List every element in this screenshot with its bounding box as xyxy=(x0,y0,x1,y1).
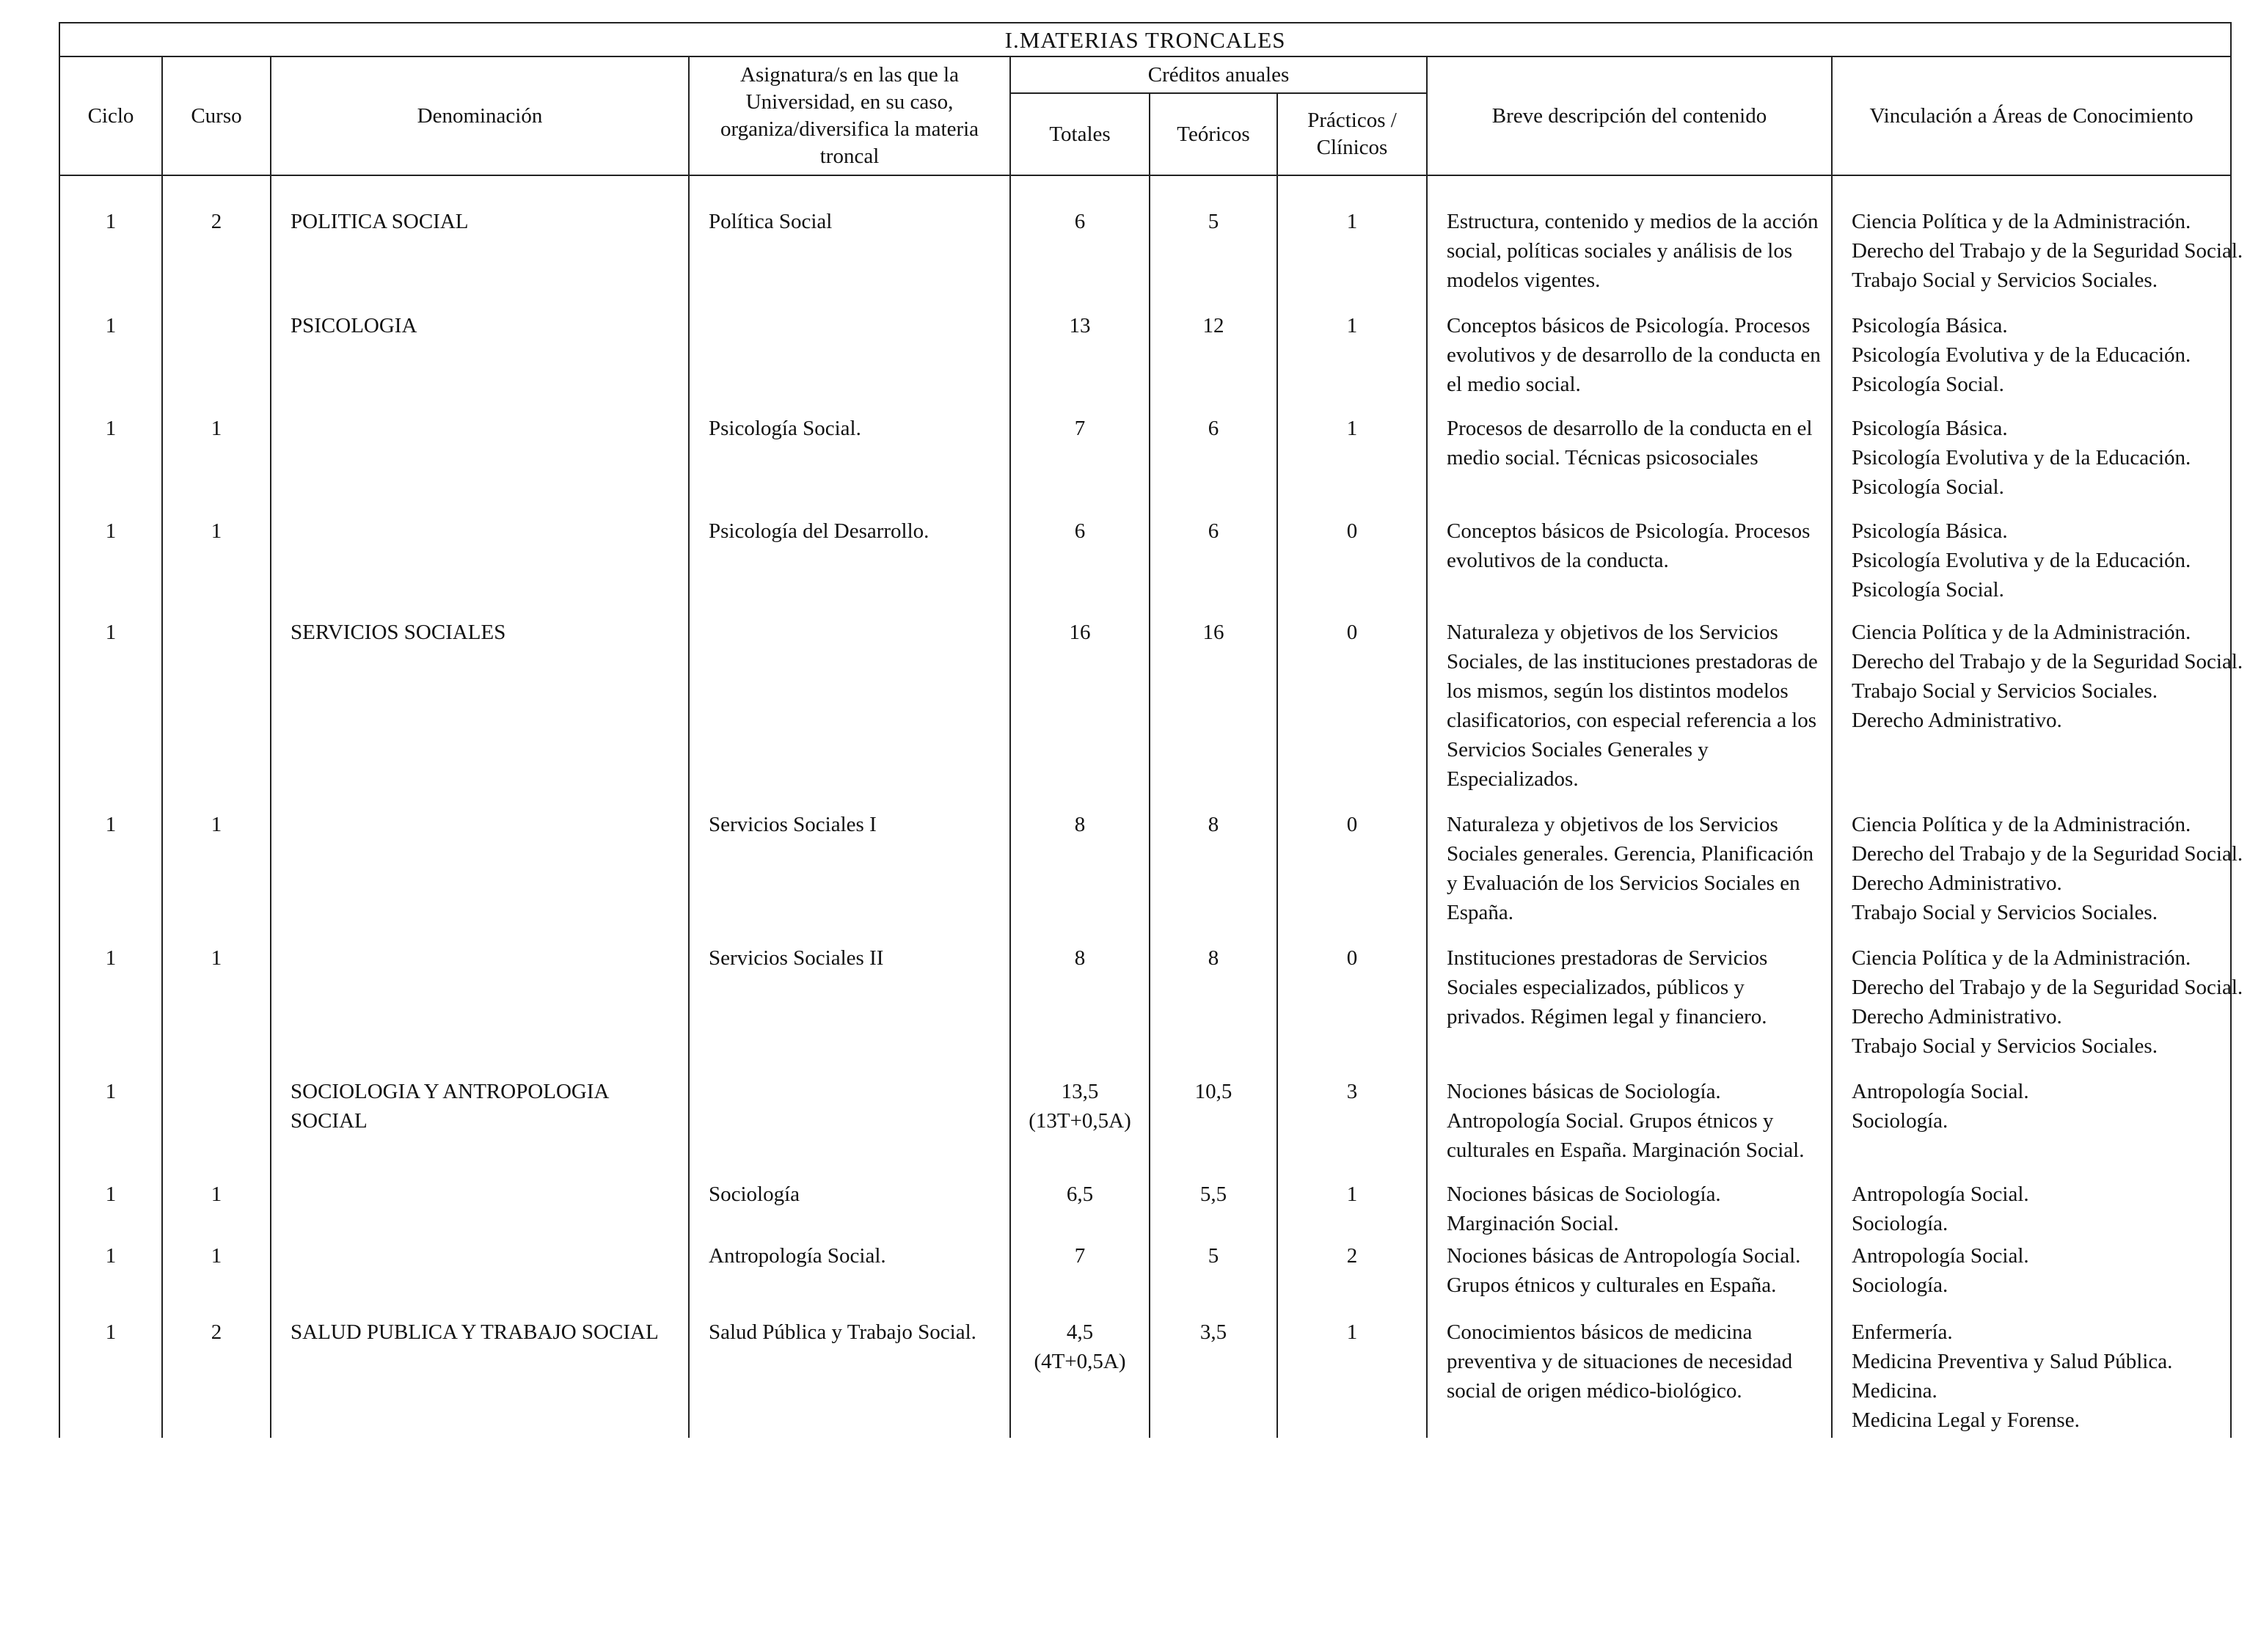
curso-cell xyxy=(162,1077,271,1180)
totales-cell xyxy=(1010,1180,1150,1241)
header-creditos-anuales: Créditos anuales xyxy=(1010,56,1427,93)
descripcion-text: Nociones básicas de Antropología Social. Grupos étnicos y culturales en España. xyxy=(1447,1244,1801,1297)
asignatura-text: Servicios Sociales II xyxy=(709,946,884,970)
denominacion-cell xyxy=(271,810,689,943)
practicos-cell xyxy=(1277,1317,1427,1438)
ciclo-cell xyxy=(59,618,162,810)
areas-cell xyxy=(1832,810,2243,943)
denominacion-cell xyxy=(271,618,689,810)
ciclo-cell xyxy=(59,810,162,943)
denominacion-cell xyxy=(271,311,689,414)
area-item: Psicología Social. xyxy=(1852,373,2004,396)
area-item: Derecho del Trabajo y de la Seguridad Social. xyxy=(1852,239,2243,263)
descripcion-cell xyxy=(1427,516,1832,618)
area-item: Psicología Evolutiva y de la Educación. xyxy=(1852,549,2191,572)
curso-cell xyxy=(162,943,271,1077)
teoricos-cell xyxy=(1150,1180,1277,1241)
areas-cell xyxy=(1832,311,2231,414)
header-ciclo: Ciclo xyxy=(59,56,162,175)
curso-cell xyxy=(162,1317,271,1438)
area-item: Derecho Administrativo. xyxy=(1852,1005,2062,1028)
table-title: I.MATERIAS TRONCALES xyxy=(59,23,2231,56)
area-item: Psicología Básica. xyxy=(1852,314,2008,337)
totales-value: 7 xyxy=(1074,417,1086,440)
ciclo-cell xyxy=(59,311,162,414)
totales-cell xyxy=(1010,1077,1150,1180)
teoricos-cell xyxy=(1150,311,1277,414)
practicos-cell xyxy=(1277,175,1427,311)
area-item: Trabajo Social y Servicios Sociales. xyxy=(1852,268,2158,292)
curso-text: 1 xyxy=(211,813,222,836)
asignatura-cell xyxy=(689,516,1010,618)
asignatura-cell xyxy=(689,414,1010,516)
descripcion-cell xyxy=(1427,311,1832,414)
ciclo-text: 1 xyxy=(105,1244,117,1268)
area-item: Medicina Legal y Forense. xyxy=(1852,1408,2080,1432)
descripcion-cell xyxy=(1427,943,1832,1077)
asignatura-cell xyxy=(689,1077,1010,1180)
denominacion-text: SALUD PUBLICA Y TRABAJO SOCIAL xyxy=(291,1320,659,1344)
area-item: Derecho Administrativo. xyxy=(1852,871,2062,895)
teoricos-text: 5,5 xyxy=(1199,1183,1227,1206)
ciclo-cell xyxy=(59,516,162,618)
denominacion-text: POLITICA SOCIAL xyxy=(291,210,469,233)
curso-cell xyxy=(162,1180,271,1241)
teoricos-text: 5 xyxy=(1208,210,1219,233)
totales-cell xyxy=(1010,175,1150,311)
areas-cell xyxy=(1832,618,2243,810)
curso-cell xyxy=(162,175,271,311)
area-item: Antropología Social. xyxy=(1852,1183,2029,1206)
practicos-text: 0 xyxy=(1346,813,1358,836)
area-item: Psicología Social. xyxy=(1852,475,2004,499)
curso-text: 1 xyxy=(211,1244,222,1268)
asignatura-cell xyxy=(689,943,1010,1077)
area-item: Ciencia Política y de la Administración. xyxy=(1852,210,2191,233)
area-item: Medicina Preventiva y Salud Pública. xyxy=(1852,1350,2173,1373)
materias-troncales-sheet xyxy=(59,22,2243,1438)
asignatura-text: Antropología Social. xyxy=(709,1244,886,1268)
area-item: Trabajo Social y Servicios Sociales. xyxy=(1852,1034,2158,1058)
table-row xyxy=(59,943,2231,1077)
descripcion-text: Naturaleza y objetivos de los Servicios Sociales, de las instituciones prestadoras de los mismos, según los distintos modelos clasificatorios, con especial referencia a los Servicios Sociales Generales y Especializados. xyxy=(1447,621,1818,791)
table-row xyxy=(59,516,2231,618)
area-item: Psicología Básica. xyxy=(1852,519,2008,543)
practicos-text: 2 xyxy=(1346,1244,1358,1268)
area-item: Antropología Social. xyxy=(1852,1080,2029,1103)
teoricos-cell xyxy=(1150,414,1277,516)
practicos-text: 1 xyxy=(1346,314,1358,337)
totales-cell xyxy=(1010,943,1150,1077)
ciclo-text: 1 xyxy=(105,519,117,543)
area-item: Ciencia Política y de la Administración. xyxy=(1852,621,2191,644)
denominacion-cell xyxy=(271,414,689,516)
practicos-text: 1 xyxy=(1346,1183,1358,1206)
curso-cell xyxy=(162,516,271,618)
totales-cell xyxy=(1010,618,1150,810)
descripcion-text: Instituciones prestadoras de Servicios Sociales especializados, públicos y privados. Régimen legal y financiero. xyxy=(1447,946,1768,1028)
descripcion-cell xyxy=(1427,1241,1832,1317)
denominacion-cell xyxy=(271,516,689,618)
denominacion-cell xyxy=(271,1317,689,1438)
practicos-cell xyxy=(1277,516,1427,618)
totales-cell xyxy=(1010,1241,1150,1317)
teoricos-cell xyxy=(1150,810,1277,943)
asignatura-text: Psicología del Desarrollo. xyxy=(709,519,929,543)
asignatura-cell xyxy=(689,311,1010,414)
teoricos-cell xyxy=(1150,1241,1277,1317)
totales-value: 8 xyxy=(1074,813,1086,836)
area-item: Trabajo Social y Servicios Sociales. xyxy=(1852,679,2158,703)
teoricos-text: 6 xyxy=(1208,417,1219,440)
teoricos-cell xyxy=(1150,516,1277,618)
curso-cell xyxy=(162,1241,271,1317)
ciclo-cell xyxy=(59,1317,162,1438)
totales-value: 6 xyxy=(1074,210,1086,233)
area-item: Sociología. xyxy=(1852,1109,1948,1133)
ciclo-cell xyxy=(59,175,162,311)
descripcion-text: Nociones básicas de Sociología. Marginación Social. xyxy=(1447,1183,1721,1235)
ciclo-text: 1 xyxy=(105,946,117,970)
denominacion-cell xyxy=(271,175,689,311)
table-row xyxy=(59,414,2231,516)
table-header xyxy=(59,23,2231,175)
asignatura-cell xyxy=(689,1241,1010,1317)
descripcion-text: Procesos de desarrollo de la conducta en el medio social. Técnicas psicosociales xyxy=(1447,417,1813,469)
area-item: Derecho del Trabajo y de la Seguridad Social. xyxy=(1852,976,2243,999)
teoricos-cell xyxy=(1150,618,1277,810)
areas-cell xyxy=(1832,516,2231,618)
area-item: Antropología Social. xyxy=(1852,1244,2029,1268)
area-item: Medicina. xyxy=(1852,1379,1937,1403)
curso-cell xyxy=(162,414,271,516)
areas-cell xyxy=(1832,1180,2231,1241)
practicos-text: 1 xyxy=(1346,210,1358,233)
teoricos-text: 8 xyxy=(1208,946,1219,970)
descripcion-cell xyxy=(1427,1317,1832,1438)
area-item: Trabajo Social y Servicios Sociales. xyxy=(1852,901,2158,924)
teoricos-text: 10,5 xyxy=(1194,1080,1232,1103)
curso-text: 1 xyxy=(211,1183,222,1206)
descripcion-cell xyxy=(1427,414,1832,516)
totales-note: (13T+0,5A) xyxy=(1029,1109,1131,1133)
totales-value: 6,5 xyxy=(1066,1183,1094,1206)
practicos-cell xyxy=(1277,810,1427,943)
totales-cell xyxy=(1010,810,1150,943)
descripcion-cell xyxy=(1427,618,1832,810)
curso-cell xyxy=(162,618,271,810)
totales-value: 13 xyxy=(1069,314,1091,337)
descripcion-text: Nociones básicas de Sociología. Antropología Social. Grupos étnicos y culturales en España. Marginación Social. xyxy=(1447,1080,1805,1162)
practicos-cell xyxy=(1277,414,1427,516)
totales-value: 13,5 xyxy=(1061,1080,1099,1103)
asignatura-cell xyxy=(689,1180,1010,1241)
totales-value: 7 xyxy=(1074,1244,1086,1268)
practicos-cell xyxy=(1277,943,1427,1077)
header-vinculacion: Vinculación a Áreas de Conocimiento xyxy=(1832,56,2231,175)
asignatura-text: Servicios Sociales I xyxy=(709,813,877,836)
header-asignatura: Asignatura/s en las que la Universidad, en su caso, organiza/diversifica la materia troncal xyxy=(689,56,1010,175)
area-item: Derecho del Trabajo y de la Seguridad Social. xyxy=(1852,650,2243,673)
practicos-cell xyxy=(1277,618,1427,810)
curso-text: 1 xyxy=(211,417,222,440)
asignatura-text: Salud Pública y Trabajo Social. xyxy=(709,1320,976,1344)
curso-text: 2 xyxy=(211,210,222,233)
practicos-text: 0 xyxy=(1346,519,1358,543)
descripcion-text: Conocimientos básicos de medicina preventiva y de situaciones de necesidad social de origen médico-biológico. xyxy=(1447,1320,1793,1403)
totales-cell xyxy=(1010,414,1150,516)
table-row xyxy=(59,1077,2231,1180)
header-practicos: Prácticos / Clínicos xyxy=(1277,93,1427,175)
areas-cell xyxy=(1832,1317,2231,1438)
teoricos-cell xyxy=(1150,1317,1277,1438)
denominacion-cell xyxy=(271,1241,689,1317)
header-totales: Totales xyxy=(1010,93,1150,175)
asignatura-cell xyxy=(689,175,1010,311)
ciclo-text: 1 xyxy=(105,314,117,337)
ciclo-text: 1 xyxy=(105,1080,117,1103)
table-row xyxy=(59,1180,2231,1241)
asignatura-text: Política Social xyxy=(709,210,833,233)
curso-text: 1 xyxy=(211,946,222,970)
totales-cell xyxy=(1010,516,1150,618)
ciclo-cell xyxy=(59,1077,162,1180)
table-row xyxy=(59,311,2231,414)
table-row xyxy=(59,175,2231,311)
descripcion-cell xyxy=(1427,1077,1832,1180)
area-item: Sociología. xyxy=(1852,1212,1948,1235)
totales-value: 16 xyxy=(1069,621,1091,644)
area-item: Psicología Evolutiva y de la Educación. xyxy=(1852,343,2191,367)
ciclo-text: 1 xyxy=(105,813,117,836)
curso-cell xyxy=(162,311,271,414)
descripcion-text: Naturaleza y objetivos de los Servicios Sociales generales. Gerencia, Planificación y Evaluación de los Servicios Sociales en España. xyxy=(1447,813,1814,924)
denominacion-cell xyxy=(271,1180,689,1241)
ciclo-text: 1 xyxy=(105,417,117,440)
header-denominacion: Denominación xyxy=(271,56,689,175)
area-item: Psicología Evolutiva y de la Educación. xyxy=(1852,446,2191,469)
ciclo-cell xyxy=(59,1241,162,1317)
table-row xyxy=(59,810,2231,943)
practicos-text: 1 xyxy=(1346,417,1358,440)
area-item: Enfermería. xyxy=(1852,1320,1953,1344)
teoricos-text: 16 xyxy=(1202,621,1224,644)
areas-cell xyxy=(1832,175,2243,311)
area-item: Ciencia Política y de la Administración. xyxy=(1852,813,2191,836)
table-row xyxy=(59,1241,2231,1317)
descripcion-cell xyxy=(1427,175,1832,311)
areas-cell xyxy=(1832,1241,2231,1317)
totales-cell xyxy=(1010,311,1150,414)
practicos-cell xyxy=(1277,311,1427,414)
descripcion-text: Estructura, contenido y medios de la acción social, políticas sociales y análisis de los modelos vigentes. xyxy=(1447,210,1819,292)
asignatura-text: Psicología Social. xyxy=(709,417,861,440)
area-item: Derecho Administrativo. xyxy=(1852,709,2062,732)
header-teoricos: Teóricos xyxy=(1150,93,1277,175)
practicos-cell xyxy=(1277,1077,1427,1180)
totales-value: 6 xyxy=(1074,519,1086,543)
ciclo-text: 1 xyxy=(105,621,117,644)
ciclo-text: 1 xyxy=(105,1320,117,1344)
totales-cell xyxy=(1010,1317,1150,1438)
asignatura-cell xyxy=(689,810,1010,943)
ciclo-cell xyxy=(59,1180,162,1241)
teoricos-text: 6 xyxy=(1208,519,1219,543)
areas-cell xyxy=(1832,1077,2231,1180)
totales-note: (4T+0,5A) xyxy=(1034,1350,1126,1373)
practicos-text: 0 xyxy=(1346,946,1358,970)
ciclo-cell xyxy=(59,414,162,516)
denominacion-cell xyxy=(271,943,689,1077)
teoricos-cell xyxy=(1150,1077,1277,1180)
curso-cell xyxy=(162,810,271,943)
ciclo-text: 1 xyxy=(105,210,117,233)
descripcion-cell xyxy=(1427,1180,1832,1241)
practicos-text: 0 xyxy=(1346,621,1358,644)
teoricos-cell xyxy=(1150,175,1277,311)
asignatura-cell xyxy=(689,1317,1010,1438)
totales-value: 8 xyxy=(1074,946,1086,970)
area-item: Sociología. xyxy=(1852,1273,1948,1297)
table-row xyxy=(59,618,2231,810)
teoricos-text: 5 xyxy=(1208,1244,1219,1268)
practicos-cell xyxy=(1277,1180,1427,1241)
practicos-text: 1 xyxy=(1346,1320,1358,1344)
area-item: Derecho del Trabajo y de la Seguridad Social. xyxy=(1852,842,2243,866)
totales-value: 4,5 xyxy=(1066,1320,1094,1344)
teoricos-text: 12 xyxy=(1202,314,1224,337)
denominacion-cell xyxy=(271,1077,689,1180)
area-item: Psicología Social. xyxy=(1852,578,2004,602)
ciclo-text: 1 xyxy=(105,1183,117,1206)
area-item: Ciencia Política y de la Administración. xyxy=(1852,946,2191,970)
curso-text: 2 xyxy=(211,1320,222,1344)
denominacion-text: PSICOLOGIA xyxy=(291,314,417,337)
practicos-text: 3 xyxy=(1346,1080,1358,1103)
denominacion-text: SOCIOLOGIA Y ANTROPOLOGIA SOCIAL xyxy=(291,1080,608,1133)
descripcion-cell xyxy=(1427,810,1832,943)
areas-cell xyxy=(1832,943,2243,1077)
header-descripcion: Breve descripción del contenido xyxy=(1427,56,1832,175)
teoricos-cell xyxy=(1150,943,1277,1077)
header-curso: Curso xyxy=(162,56,271,175)
teoricos-text: 8 xyxy=(1208,813,1219,836)
denominacion-text: SERVICIOS SOCIALES xyxy=(291,621,506,644)
asignatura-cell xyxy=(689,618,1010,810)
ciclo-cell xyxy=(59,943,162,1077)
table-row xyxy=(59,1317,2231,1438)
areas-cell xyxy=(1832,414,2231,516)
asignatura-text: Sociología xyxy=(709,1183,800,1206)
descripcion-text: Conceptos básicos de Psicología. Procesos evolutivos y de desarrollo de la conducta en el medio social. xyxy=(1447,314,1821,396)
table-body xyxy=(59,175,2243,1438)
area-item: Psicología Básica. xyxy=(1852,417,2008,440)
materias-table xyxy=(59,22,2243,1438)
teoricos-text: 3,5 xyxy=(1199,1320,1227,1344)
descripcion-text: Conceptos básicos de Psicología. Procesos evolutivos de la conducta. xyxy=(1447,519,1811,572)
practicos-cell xyxy=(1277,1241,1427,1317)
curso-text: 1 xyxy=(211,519,222,543)
